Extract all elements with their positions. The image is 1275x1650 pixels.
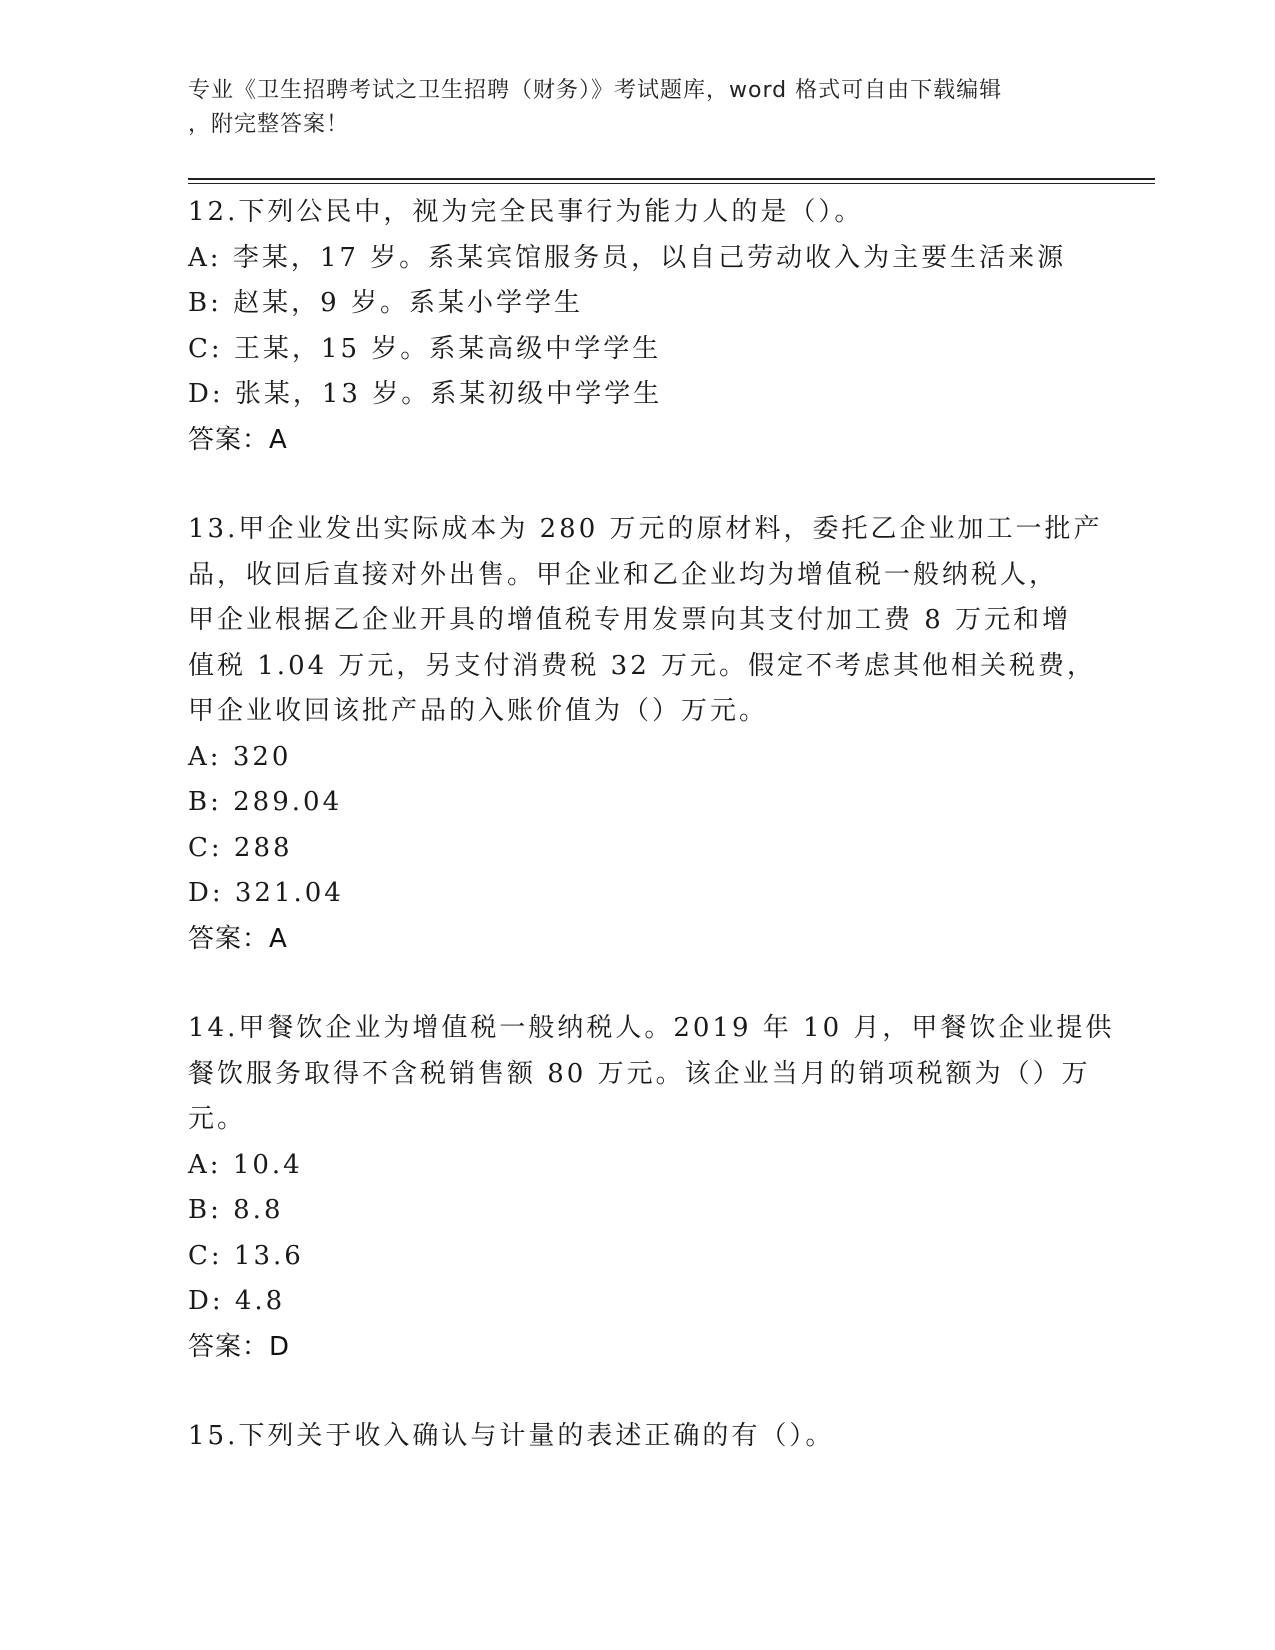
question-item [188, 507, 1103, 962]
question-stem-line: 品，收回后直接对外出售。甲企业和乙企业均为增值税一般纳税人， [188, 559, 1059, 590]
option-letter: A: [188, 741, 222, 772]
question-item [188, 1006, 1115, 1370]
answer-label: 答案：A [188, 424, 288, 455]
option-letter: C: [188, 832, 223, 863]
question-option [188, 1143, 1088, 1189]
header-divider-thin [188, 183, 1155, 184]
option-letter: D: [188, 1286, 224, 1316]
question-stem-line: 甲企业收回该批产品的入账价值为（）万元。 [188, 696, 769, 726]
question-stem-line: 14.甲餐饮企业为增值税一般纳税人。2019 年 10 月，甲餐饮企业提供 [188, 1013, 1115, 1043]
question-item [188, 1414, 1088, 1460]
question-item [188, 190, 1088, 463]
question-option [188, 327, 1088, 373]
option-text: 赵某，9 岁。系某小学学生 [233, 288, 583, 318]
question-option [188, 1188, 1088, 1234]
option-letter: C: [188, 333, 223, 364]
option-text: 4.8 [234, 1286, 286, 1316]
question-option [188, 236, 1088, 282]
option-letter: C: [188, 1240, 223, 1271]
question-option [188, 780, 1088, 826]
option-text: 289.04 [233, 787, 343, 817]
option-text: 8.8 [233, 1195, 284, 1225]
option-letter: D: [188, 878, 224, 908]
option-letter: A: [188, 242, 222, 273]
question-stem-line: 值税 1.04 万元，另支付消费税 32 万元。假定不考虑其他相关税费， [188, 650, 1097, 681]
option-text: 288 [233, 832, 293, 863]
option-text: 13.6 [233, 1240, 304, 1271]
question-stem-line: 15.下列关于收入确认与计量的表述正确的有（）。 [188, 1421, 835, 1451]
option-text: 321.04 [234, 878, 344, 908]
question-option [188, 735, 1088, 781]
question-stem-line: 13.甲企业发出实际成本为 280 万元的原材料，委托乙企业加工一批产 [188, 514, 1103, 544]
question-stem-line: 餐饮服务取得不含税销售额 80 万元。该企业当月的销项税额为（）万 [188, 1058, 1091, 1089]
document-header [188, 74, 1088, 142]
question-stem-line: 甲企业根据乙企业开具的增值税专用发票向其支付加工费 8 万元和增 [188, 605, 1072, 635]
answer-label: 答案：D [188, 1331, 291, 1362]
question-option [188, 1234, 1088, 1280]
option-text: 李某，17 岁。系某宾馆服务员，以自己劳动收入为主要生活来源 [232, 242, 1067, 273]
option-text: 张某，13 岁。系某初级中学学生 [234, 379, 663, 409]
question-stem-line: 12.下列公民中，视为完全民事行为能力人的是（）。 [188, 197, 864, 227]
question-option [188, 281, 1088, 327]
question-option [188, 1279, 1088, 1325]
option-letter: B: [188, 1195, 222, 1225]
option-text: 王某，15 岁。系某高级中学学生 [233, 333, 662, 364]
option-letter: B: [188, 288, 222, 318]
option-text: 320 [232, 741, 292, 772]
header-divider-thick [188, 178, 1155, 180]
option-letter: B: [188, 787, 222, 817]
question-option [188, 826, 1088, 872]
option-letter: A: [188, 1149, 222, 1180]
question-stem-line: 元。 [188, 1104, 247, 1134]
question-list [188, 190, 1115, 1504]
question-option [188, 871, 1088, 917]
option-letter: D: [188, 379, 224, 409]
header-line-2: ，附完整答案！ [188, 112, 350, 137]
question-option [188, 372, 1088, 418]
answer-label: 答案：A [188, 923, 288, 954]
header-line-1: 专业《卫生招聘考试之卫生招聘（财务）》考试题库，word 格式可自由下载编辑 [188, 78, 1003, 103]
option-text: 10.4 [232, 1149, 303, 1180]
